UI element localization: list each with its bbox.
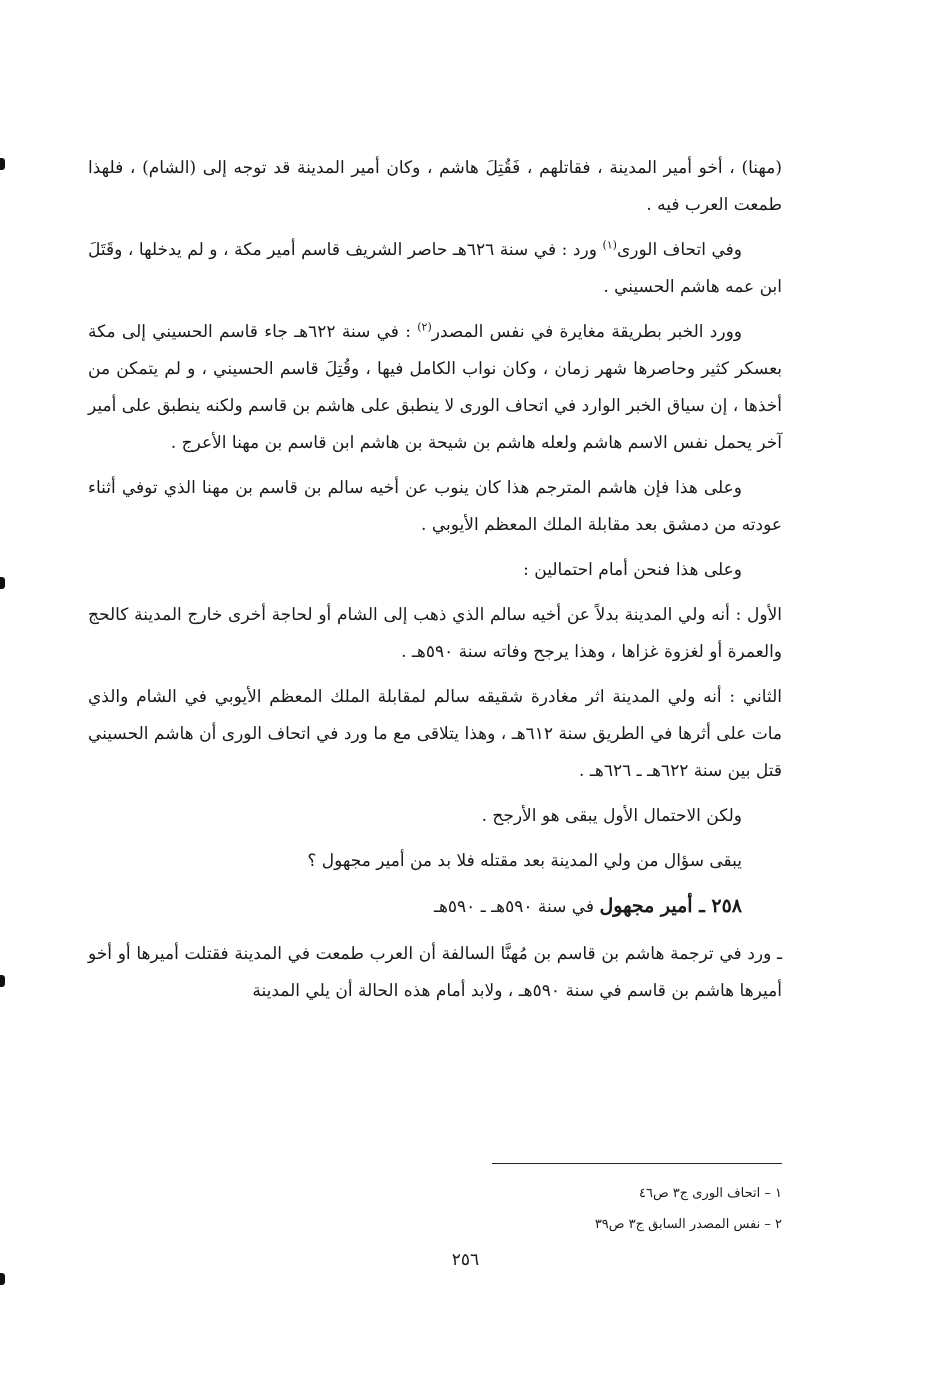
paragraph-4: وعلى هذا فإن هاشم المترجم هذا كان ينوب عن أخيه سالم بن قاسم بن مهنا الذي توفي أثناء عودته من دمشق بعد مقابلة الملك المعظم الأيوبي . [88, 478, 782, 535]
section-heading-dates: في سنة ٥٩٠هـ ـ ٥٩٠هـ [433, 897, 600, 917]
paragraph-5: وعلى هذا فنحن أمام احتمالين : [523, 560, 742, 580]
paragraph-3-text-b: : في سنة ٦٢٢هـ جاء قاسم الحسيني إلى مكة بعسكر كثير وحاصرها شهر زمان ، وكان نواب الكامل فيها ، وقُتِلَ قاسم الحسيني ، و لم يتمكن من أخذها ، إن سياق الخبر الوارد في اتحاف الورى لا ينطبق على هاشم بن قاسم ولكنه ينطبق على أمير آخر يحمل نفس الاسم هاشم ولعله هاشم بن شيحة بن هاشم ابن قاسم بن مهنا الأعرج . [88, 322, 782, 453]
page-number: ٢٥٦ [451, 1250, 480, 1270]
scan-mark [0, 1273, 5, 1285]
section-heading-title: ٢٥٨ ـ أمير مجهول [599, 895, 742, 917]
paragraph-2-text-b: ورد : في سنة ٦٢٦هـ حاصر الشريف قاسم أمير مكة ، و لم يدخلها ، وقَتَلَ ابن عمه هاشم الحسيني . [88, 240, 782, 297]
footnote-2: ٢ – نفس المصدر السابق ج٣ ص٣٩ [594, 1217, 782, 1232]
paragraph-6: الأول : أنه ولي المدينة بدلاً عن أخيه سالم الذي ذهب إلى الشام أو لحاجة أخرى خارج المدينة كالحج والعمرة أو لغزوة غزاها ، وهذا يرجح وفاته سنة ٥٩٠هـ . [88, 605, 782, 662]
footnote-divider [492, 1163, 782, 1164]
section-heading [88, 888, 782, 926]
paragraph-2-text-a: وفي اتحاف الورى [616, 240, 742, 260]
paragraph-2 [88, 232, 782, 306]
footnotes [282, 1178, 782, 1240]
paragraph-9: يبقى سؤال من ولي المدينة بعد مقتله فلا بد من أمير مجهول ؟ [307, 851, 742, 871]
paragraph-3-text-a: وورد الخبر بطريقة مغايرة في نفس المصدر [431, 322, 742, 342]
footnote-ref-2: (٢) [417, 320, 432, 334]
paragraph-1: (مهنا) ، أخو أمير المدينة ، فقاتلهم ، فَقُتِلَ هاشم ، وكان أمير المدينة قد توجه إلى (الشام) ، فلهذا طمعت العرب فيه . [88, 158, 782, 215]
paragraph-8: ولكن الاحتمال الأول يبقى هو الأرجح . [481, 806, 742, 826]
scan-mark [0, 577, 5, 589]
paragraph-10: ـ ورد في ترجمة هاشم بن قاسم بن مُهنَّا السالفة أن العرب طمعت في المدينة فقتلت أميرها أو أخو أميرها هاشم بن قاسم في سنة ٥٩٠هـ ، ولابد أمام هذه الحالة أن يلي المدينة [88, 944, 782, 1001]
scan-mark [0, 975, 5, 987]
page-body [88, 150, 782, 1018]
paragraph-7: الثاني : أنه ولي المدينة اثر مغادرة شقيقه سالم لمقابلة الملك المعظم الأيوبي في الشام والذي مات على أثرها في الطريق سنة ٦١٢هـ ، وهذا يتلاقى مع ما ورد في اتحاف الورى أن هاشم الحسيني قتل بين سنة ٦٢٢هـ ـ ٦٢٦هـ . [88, 687, 782, 781]
footnote-1: ١ – اتحاف الورى ج٣ ص٤٦ [638, 1186, 782, 1201]
footnote-ref-1: (١) [602, 238, 617, 252]
scan-mark [0, 158, 5, 170]
paragraph-3 [88, 314, 782, 462]
